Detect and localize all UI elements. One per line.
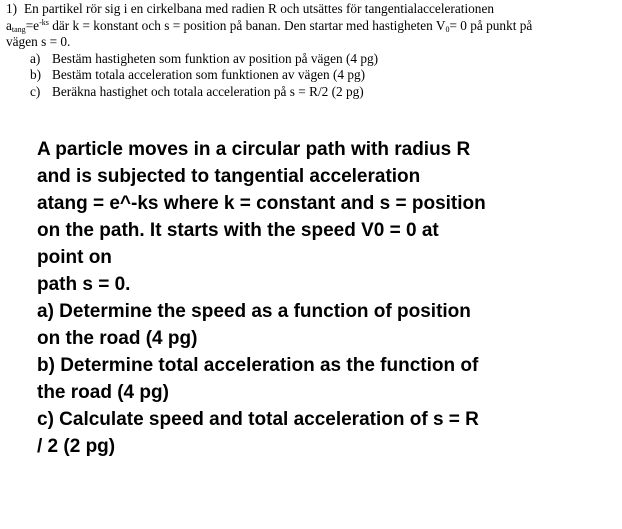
translation-line: on the path. It starts with the speed V0 = 0 at bbox=[37, 220, 439, 241]
translation-line: and is subjected to tangential acceleration bbox=[37, 166, 421, 187]
translation-line: / 2 (2 pg) bbox=[37, 436, 116, 457]
velocity-subscript: 0 bbox=[445, 24, 450, 34]
problem-line-3: vägen s = 0. bbox=[6, 34, 71, 49]
problem-line-2-text: där k = konstant och s = position på banan. Den startar med hastigheten V bbox=[48, 17, 446, 33]
acceleration-symbol: a bbox=[6, 17, 12, 33]
translation-line: point on bbox=[37, 247, 112, 268]
question-text: Bestäm hastigheten som funktion av position på vägen (4 pg) bbox=[52, 50, 379, 66]
question-item-c bbox=[6, 84, 616, 101]
question-label: a) bbox=[30, 50, 41, 66]
question-item-a bbox=[6, 51, 616, 68]
translation-line: a) Determine the speed as a function of position bbox=[37, 301, 471, 322]
translation-line: b) Determine total acceleration as the function of bbox=[37, 355, 479, 376]
translation-line: A particle moves in a circular path with radius R bbox=[37, 139, 471, 160]
english-translation bbox=[37, 136, 577, 460]
translation-line: c) Calculate speed and total acceleration of s = R bbox=[37, 409, 479, 430]
translation-line: atang = e^-ks where k = constant and s = position bbox=[37, 193, 486, 214]
translation-line: the road (4 pg) bbox=[37, 382, 169, 403]
exponent: -ks bbox=[39, 17, 49, 27]
question-label: c) bbox=[30, 83, 41, 99]
question-text: Beräkna hastighet och totala acceleration på s = R/2 (2 pg) bbox=[52, 83, 364, 99]
problem-intro-text: En partikel rör sig i en cirkelbana med radien R och utsättes för tangentialaccelerationen bbox=[24, 1, 495, 16]
question-text: Bestäm totala acceleration som funktionen av vägen (4 pg) bbox=[52, 67, 366, 82]
equals-e: =e bbox=[25, 17, 40, 33]
translation-line: path s = 0. bbox=[37, 274, 131, 295]
problem-line-2-end: = 0 på punkt på bbox=[449, 17, 533, 33]
acceleration-subscript: tang bbox=[11, 24, 26, 34]
problem-line-1 bbox=[6, 1, 616, 18]
question-item-b bbox=[6, 67, 616, 84]
translation-line: on the road (4 pg) bbox=[37, 328, 198, 349]
problem-line-2 bbox=[6, 18, 616, 35]
question-label: b) bbox=[30, 67, 42, 82]
problem-number: 1) bbox=[6, 1, 18, 16]
swedish-problem bbox=[6, 1, 616, 100]
